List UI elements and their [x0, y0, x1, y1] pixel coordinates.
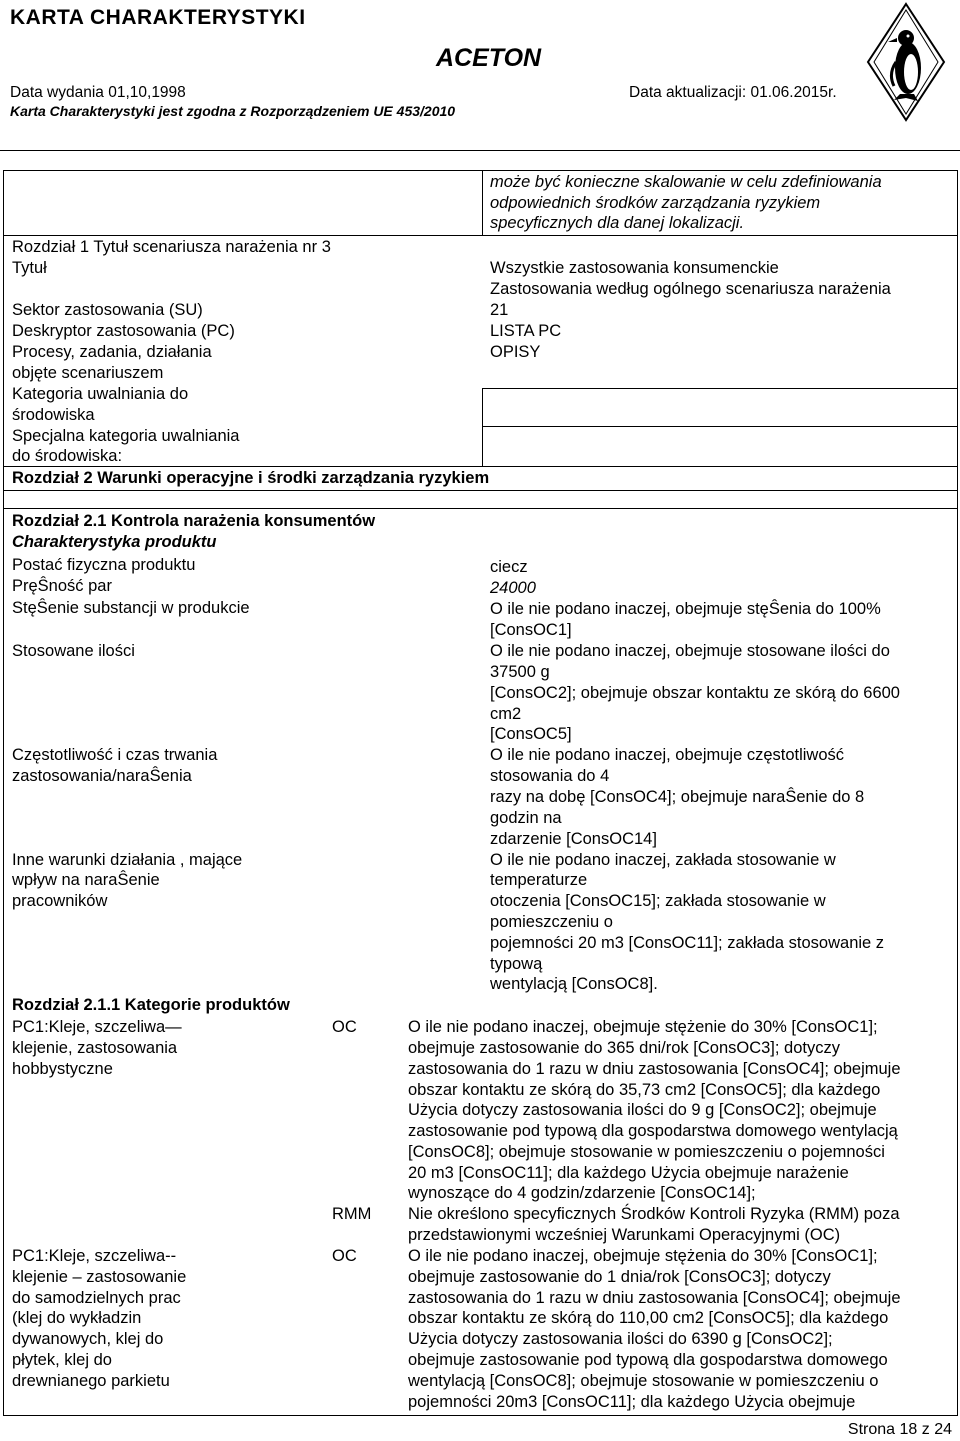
condition-text: zastosowania do 1 razu w dniu zastosowania [ConsOC4]; obejmuje [408, 1289, 901, 1307]
row-value: pojemności 20 m3 [ConsOC11]; zakłada stosowanie z [490, 934, 885, 952]
row-label: Inne warunki działania , mające [12, 851, 243, 869]
condition-text: obszar kontaktu ze skórą do 35,73 cm2 [ConsOC5]; dla każdego [408, 1081, 881, 1099]
category-cell: dywanowych, klej do [12, 1330, 164, 1348]
row-label: środowiska [12, 406, 95, 424]
row-value: 24000 [490, 579, 536, 597]
row-value: Wszystkie zastosowania konsumenckie [490, 259, 779, 277]
category-cell: drewnianego parkietu [12, 1372, 170, 1390]
row-divider [3, 508, 957, 509]
regulation-note: Karta Charakterystyki jest zgodna z Rozporządzeniem UE 453/2010 [10, 103, 456, 119]
row-value: stosowania do 4 [490, 767, 610, 785]
row-label: wpływ na naraŜenie [12, 871, 160, 889]
section-2-1-heading: Rozdział 2.1 Kontrola narażenia konsumentów [12, 512, 376, 530]
row-label: Stosowane ilości [12, 642, 135, 660]
category-cell: hobbystyczne [12, 1060, 113, 1078]
document-title: KARTA CHARAKTERYSTYKI [10, 6, 306, 29]
condition-text: obejmuje zastosowanie do 365 dni/rok [ConsOC3]; dotyczy [408, 1039, 840, 1057]
row-value: 37500 g [490, 663, 550, 681]
row-value: temperaturze [490, 871, 588, 889]
row-divider [3, 466, 957, 467]
row-value: [ConsOC2]; obejmuje obszar kontaktu ze skórą do 6600 [490, 684, 900, 702]
update-date: Data aktualizacji: 01.06.2015r. [629, 84, 837, 101]
table-bottom-border [3, 1415, 958, 1416]
top-note-line: specyficznych dla danej lokalizacji. [490, 214, 745, 232]
category-cell: PC1:Kleje, szczeliwa-- [12, 1247, 177, 1265]
code-cell: OC [332, 1247, 357, 1265]
code-cell: RMM [332, 1205, 372, 1223]
row-value: 21 [490, 301, 509, 319]
row-value: [ConsOC5] [490, 725, 572, 743]
condition-text: O ile nie podano inaczej, obejmuje stężenie do 30% [ConsOC1]; [408, 1018, 878, 1036]
condition-text: O ile nie podano inaczej, obejmuje stężenia do 30% [ConsOC1]; [408, 1247, 878, 1265]
row-value: Zastosowania według ogólnego scenariusza narażenia [490, 280, 891, 298]
condition-text: obszar kontaktu ze skórą do 110,00 cm2 [ConsOC5]; dla każdego [408, 1309, 889, 1327]
row-value: pomieszczeniu o [490, 913, 613, 931]
row-value: razy na dobę [ConsOC4]; obejmuje naraŜenie do 8 [490, 788, 865, 806]
category-cell: klejenie, zastosowania [12, 1039, 178, 1057]
row-label: Kategoria uwalniania do [12, 385, 189, 403]
row-label: zastosowania/naraŜenia [12, 767, 192, 785]
row-value: godzin na [490, 809, 562, 827]
section-1-heading: Rozdział 1 Tytuł scenariusza narażenia nr 3 [12, 238, 331, 256]
row-divider [3, 490, 957, 491]
section-2-1-1-heading: Rozdział 2.1.1 Kategorie produktów [12, 996, 290, 1014]
row-value: [ConsOC1] [490, 621, 572, 639]
condition-text: wynoszące do 4 godzin/zdarzenie [ConsOC14]; [408, 1184, 756, 1202]
row-value: ciecz [490, 558, 528, 576]
column-divider-top [482, 170, 483, 235]
issue-date: Data wydania 01,10,1998 [10, 84, 186, 101]
category-cell: do samodzielnych prac [12, 1289, 181, 1307]
page-number: Strona 18 z 24 [847, 1421, 952, 1438]
category-cell: PC1:Kleje, szczeliwa— [12, 1018, 182, 1036]
table-left-border [3, 170, 4, 1415]
top-note-line: może być konieczne skalowanie w celu zdefiniowania [490, 173, 882, 191]
row-label: Specjalna kategoria uwalniania [12, 427, 240, 445]
row-value: O ile nie podano inaczej, obejmuje częstotliwość [490, 746, 845, 764]
row-label: Tytuł [12, 259, 47, 277]
condition-text: Użycia dotyczy zastosowania ilości do 6390 g [ConsOC2]; [408, 1330, 833, 1348]
condition-text: wentylacją [ConsOC8]; obejmuje stosowanie w pomieszczeniu o [408, 1372, 879, 1390]
condition-text: pojemności 20m3 [ConsOC11]; dla każdego Użycia obejmuje [408, 1393, 856, 1411]
condition-text: przedstawionymi wcześniej Warunkami Operacyjnymi (OC) [408, 1226, 841, 1244]
category-cell: płytek, klej do [12, 1351, 112, 1369]
row-value: typową [490, 955, 543, 973]
row-label: Deskryptor zastosowania (PC) [12, 322, 235, 340]
header-divider [0, 150, 960, 151]
section-2-heading: Rozdział 2 Warunki operacyjne i środki zarządzania ryzykiem [12, 469, 490, 487]
product-characteristics-heading: Charakterystyka produktu [12, 533, 217, 551]
condition-text: Nie określono specyficznych Środków Kontroli Ryzyka (RMM) poza [408, 1205, 900, 1223]
condition-text: obejmuje zastosowanie pod typową dla gospodarstwa domowego [408, 1351, 888, 1369]
row-divider [3, 235, 957, 236]
row-label: Częstotliwość i czas trwania [12, 746, 218, 764]
row-value: O ile nie podano inaczej, zakłada stosowanie w [490, 851, 836, 869]
condition-text: obejmuje zastosowanie do 1 dnia/rok [ConsOC3]; dotyczy [408, 1268, 831, 1286]
category-cell: klejenie – zastosowanie [12, 1268, 187, 1286]
row-value: otoczenia [ConsOC15]; zakłada stosowanie w [490, 892, 826, 910]
row-value: cm2 [490, 705, 522, 723]
category-cell: (klej do wykładzin [12, 1309, 142, 1327]
row-label: PręŜność par [12, 577, 112, 595]
row-value: OPISY [490, 343, 541, 361]
row-label: pracowników [12, 892, 108, 910]
code-cell: OC [332, 1018, 357, 1036]
condition-text: zastosowania do 1 razu w dniu zastosowania [ConsOC4]; obejmuje [408, 1060, 901, 1078]
condition-text: 20 m3 [ConsOC11]; dla każdego Użycia obejmuje narażenie [408, 1164, 849, 1182]
condition-text: [ConsOC8]; obejmuje stosowanie w pomieszczeniu o pojemności [408, 1143, 885, 1161]
row-value: wentylacją [ConsOC8]. [490, 975, 658, 993]
row-label: StęŜenie substancji w produkcie [12, 599, 250, 617]
column-divider-mid [482, 388, 483, 466]
top-note-line: odpowiednich środków zarządzania ryzykiem [490, 194, 821, 212]
row-value: O ile nie podano inaczej, obejmuje stęŜenia do 100% [490, 600, 881, 618]
row-label: Postać fizyczna produktu [12, 556, 196, 574]
row-value: O ile nie podano inaczej, obejmuje stosowane ilości do [490, 642, 890, 660]
row-divider [482, 388, 957, 389]
row-label: Procesy, zadania, działania [12, 343, 212, 361]
row-label: do środowiska: [12, 447, 123, 465]
table-right-border [957, 170, 958, 1415]
condition-text: Użycia dotyczy zastosowania ilości do 9 g [ConsOC2]; obejmuje [408, 1101, 877, 1119]
row-label: objęte scenariuszem [12, 364, 164, 382]
penguin-logo-icon [866, 2, 946, 122]
row-value: LISTA PC [490, 322, 562, 340]
row-value: zdarzenie [ConsOC14] [490, 830, 657, 848]
row-label: Sektor zastosowania (SU) [12, 301, 203, 319]
condition-text: zastosowanie pod typową dla gospodarstwa domowego wentylacją [408, 1122, 898, 1140]
table-top-border [3, 170, 957, 171]
row-divider [482, 426, 957, 427]
product-name: ACETON [436, 44, 542, 72]
